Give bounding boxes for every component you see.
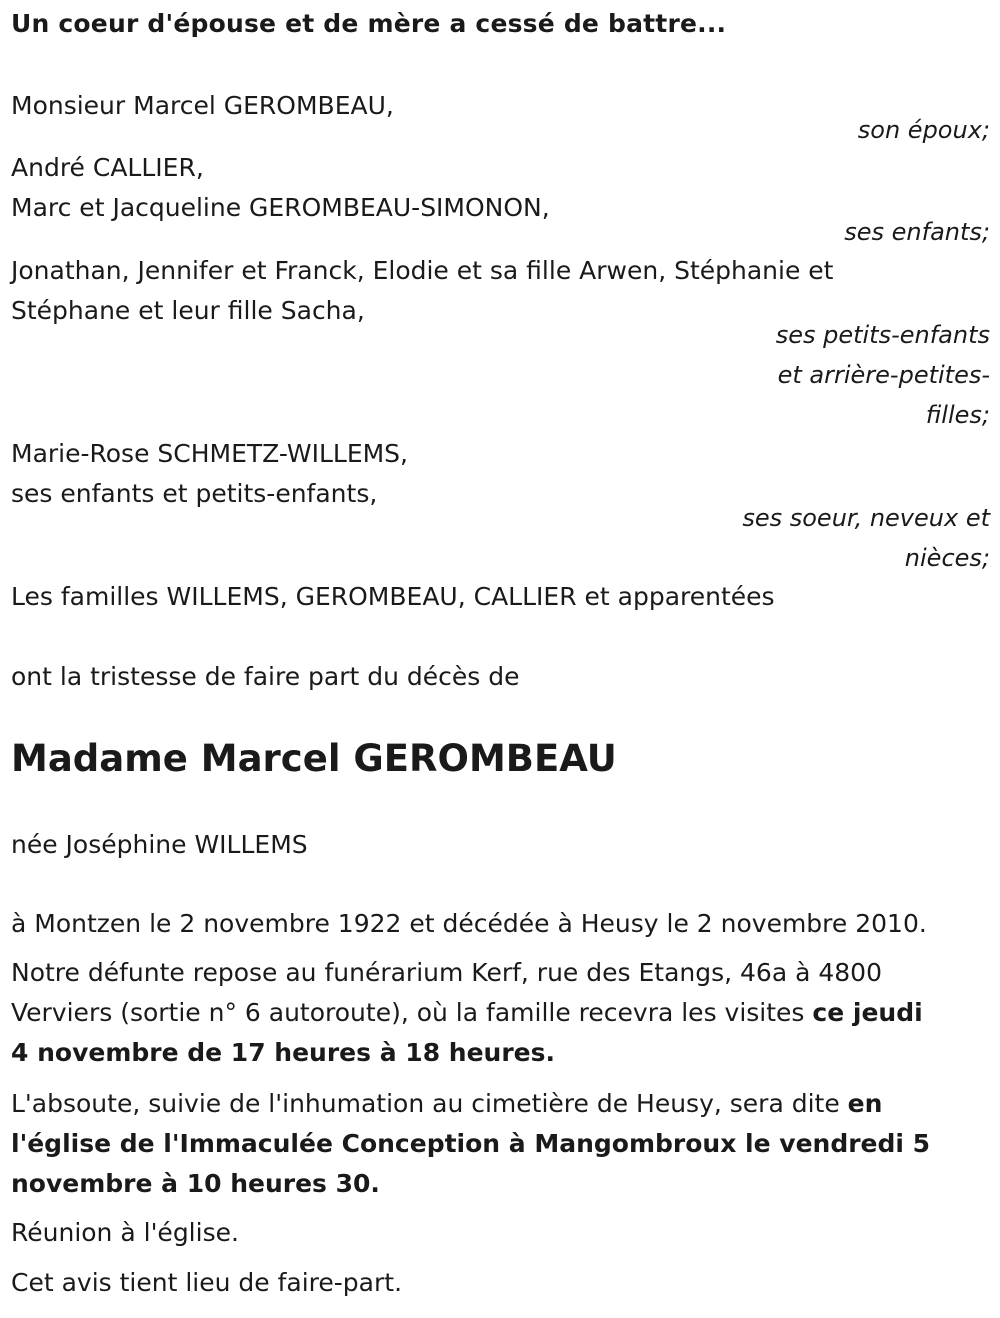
birth-death-dates: à Montzen le 2 novembre 1922 et décédée à Heusy le 2 novembre 2010.: [11, 909, 927, 938]
announcement: ont la tristesse de faire part du décès de: [11, 662, 520, 691]
ceremony-text: L'absoute, suivie de l'inhumation au cimetière de Heusy, sera dite: [11, 1089, 848, 1118]
other-families: Les familles WILLEMS, GEROMBEAU, CALLIER et apparentées: [11, 582, 775, 611]
child-name: Marc et Jacqueline GEROMBEAU-SIMONON,: [11, 193, 550, 222]
headline: Un coeur d'épouse et de mère a cessé de battre...: [11, 9, 727, 38]
children-relation: ses enfants;: [844, 218, 990, 246]
ceremony-line: l'église de l'Immaculée Conception à Mangombroux le vendredi 5: [11, 1129, 931, 1158]
sister-line: Marie-Rose SCHMETZ-WILLEMS,: [11, 439, 408, 468]
ceremony-line: novembre à 10 heures 30.: [11, 1169, 380, 1198]
spouse-name: Monsieur Marcel GEROMBEAU,: [11, 91, 394, 120]
deceased-name: Madame Marcel GEROMBEAU: [11, 737, 617, 780]
visitation-emphasis: ce jeudi: [812, 998, 923, 1027]
ceremony-line: [11, 1084, 882, 1124]
grandchildren-relation: filles;: [925, 401, 990, 429]
closing-note: Cet avis tient lieu de faire-part.: [11, 1268, 403, 1297]
visitation-line: [11, 993, 923, 1033]
visitation-line: Notre défunte repose au funérarium Kerf, rue des Etangs, 46a à 4800: [11, 958, 882, 987]
grandchildren-line: Stéphane et leur fille Sacha,: [11, 296, 365, 325]
sister-line: ses enfants et petits-enfants,: [11, 479, 378, 508]
visitation-text: Verviers (sortie n° 6 autoroute), où la famille recevra les visites: [11, 998, 813, 1027]
ceremony-emphasis: en: [847, 1089, 883, 1118]
grandchildren-relation: ses petits-enfants: [775, 321, 990, 349]
reunion-note: Réunion à l'église.: [11, 1218, 239, 1247]
spouse-relation: son époux;: [857, 116, 990, 144]
grandchildren-line: Jonathan, Jennifer et Franck, Elodie et sa fille Arwen, Stéphanie et: [11, 256, 834, 285]
visitation-line: 4 novembre de 17 heures à 18 heures.: [11, 1038, 556, 1067]
child-name: André CALLIER,: [11, 153, 204, 182]
sister-relation: nièces;: [904, 544, 990, 572]
maiden-name: née Joséphine WILLEMS: [11, 830, 308, 859]
sister-relation: ses soeur, neveux et: [742, 504, 990, 532]
grandchildren-relation: et arrière-petites-: [777, 361, 990, 389]
